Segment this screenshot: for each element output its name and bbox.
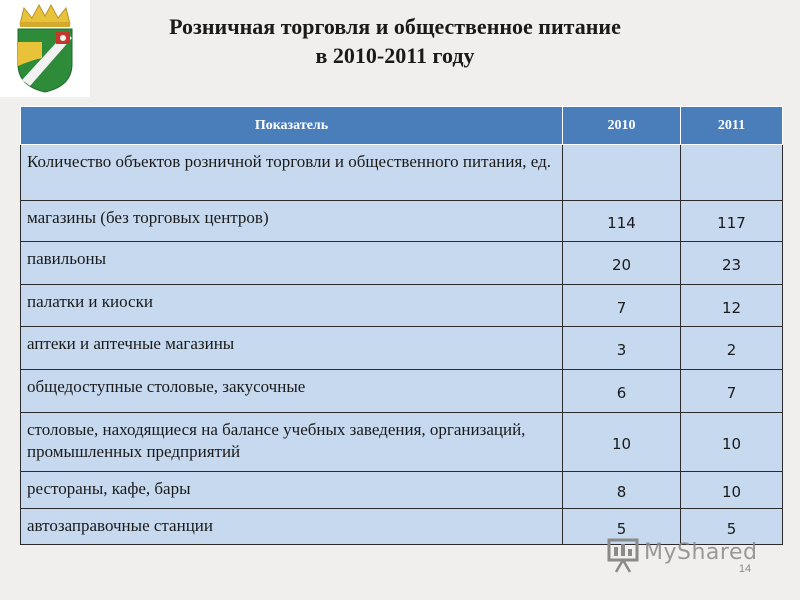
coat-of-arms-icon xyxy=(12,2,78,94)
row-label: павильоны xyxy=(21,242,563,285)
value-2011: 2 xyxy=(681,327,783,370)
table-row xyxy=(21,327,783,370)
value-2010: 5 xyxy=(563,509,681,545)
value-2010: 20 xyxy=(563,242,681,285)
table-header-row xyxy=(21,107,783,145)
page-title xyxy=(100,12,690,70)
row-label: аптеки и аптечные магазины xyxy=(21,327,563,370)
presentation-board-icon xyxy=(606,536,642,574)
value-2010: 8 xyxy=(563,472,681,509)
value-2011: 10 xyxy=(681,413,783,472)
row-label: магазины (без торговых центров) xyxy=(21,201,563,242)
value-2011: 7 xyxy=(681,370,783,413)
column-header-2010: 2010 xyxy=(563,107,681,145)
table-row xyxy=(21,145,783,201)
table-row xyxy=(21,285,783,327)
value-2010: 7 xyxy=(563,285,681,327)
value-2011: 23 xyxy=(681,242,783,285)
title-line-1: Розничная торговля и общественное питание xyxy=(169,14,621,39)
table-row xyxy=(21,370,783,413)
row-label: автозаправочные станции xyxy=(21,509,563,545)
page-number: 14 xyxy=(738,563,752,575)
value-2011: 12 xyxy=(681,285,783,327)
value-2011: 117 xyxy=(681,201,783,242)
row-label: Количество объектов розничной торговли и общественного питания, ед. xyxy=(21,145,563,201)
value-2010 xyxy=(563,145,681,201)
row-label: столовые, находящиеся на балансе учебных заведения, организаций, промышленных предприятий xyxy=(21,413,563,472)
coat-of-arms xyxy=(0,0,90,97)
table-row xyxy=(21,201,783,242)
column-header-2011: 2011 xyxy=(681,107,783,145)
value-2011: 5 xyxy=(681,509,783,545)
row-label: палатки и киоски xyxy=(21,285,563,327)
table-row xyxy=(21,472,783,509)
value-2010: 114 xyxy=(563,201,681,242)
value-2010: 3 xyxy=(563,327,681,370)
value-2011 xyxy=(681,145,783,201)
row-label: общедоступные столовые, закусочные xyxy=(21,370,563,413)
title-line-2: в 2010-2011 году xyxy=(315,43,475,68)
value-2011: 10 xyxy=(681,472,783,509)
column-header-indicator: Показатель xyxy=(21,107,563,145)
watermark-text: MyShared xyxy=(644,540,758,565)
value-2010: 6 xyxy=(563,370,681,413)
table-row xyxy=(21,242,783,285)
data-table xyxy=(20,106,783,545)
row-label: рестораны, кафе, бары xyxy=(21,472,563,509)
value-2010: 10 xyxy=(563,413,681,472)
table-row xyxy=(21,413,783,472)
